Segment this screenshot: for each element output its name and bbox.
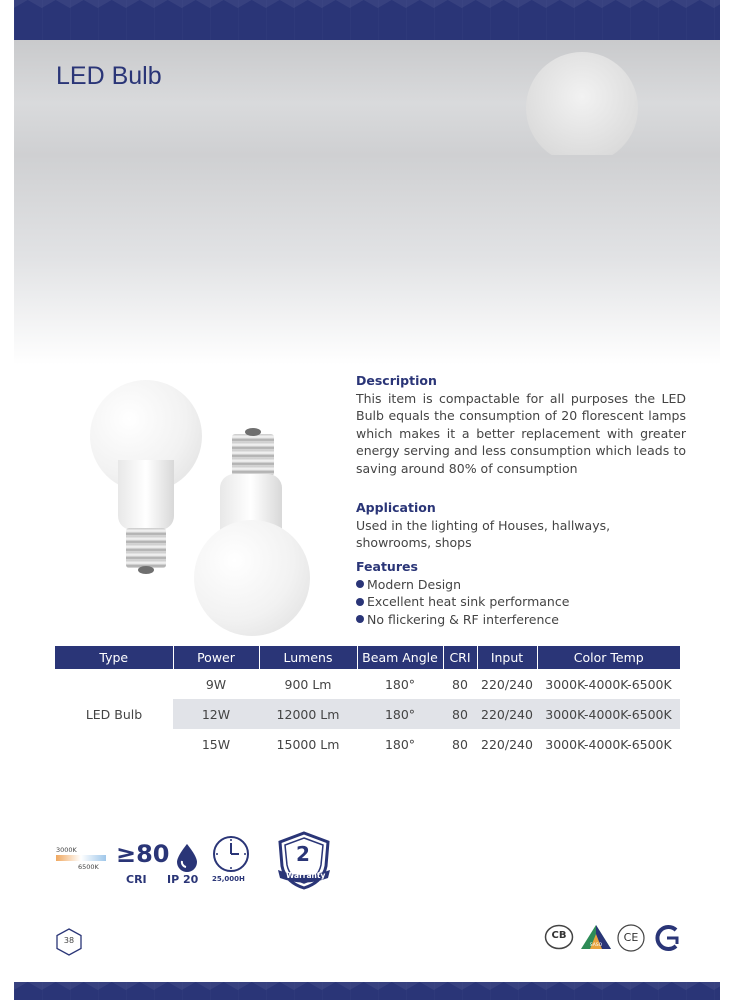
bulb-neck-back bbox=[118, 460, 174, 530]
table-cell: 180° bbox=[384, 676, 416, 692]
product-image bbox=[74, 370, 334, 640]
saso-cert-icon bbox=[580, 924, 612, 952]
page-number-badge bbox=[56, 928, 82, 956]
bullet-icon bbox=[356, 598, 364, 606]
application-text: Used in the lighting of Houses, hallways, showrooms, shops bbox=[356, 517, 611, 550]
page-title: LED Bulb bbox=[56, 62, 162, 90]
bulb-base-front bbox=[232, 434, 274, 476]
feature-item: Modern Design bbox=[356, 576, 686, 594]
ip-rating-label: IP 20 bbox=[167, 873, 199, 886]
features-list bbox=[356, 576, 686, 629]
table-cell: 9W bbox=[205, 676, 227, 692]
column-header: Power bbox=[173, 646, 259, 669]
column-header: CRI bbox=[443, 646, 477, 669]
conformity-mark-icon bbox=[652, 924, 682, 952]
bulb-base-back bbox=[126, 528, 166, 568]
cb-cert-icon bbox=[544, 924, 574, 950]
cb-cert-label: CB bbox=[551, 930, 567, 941]
column-header: Color Temp bbox=[537, 646, 680, 669]
warranty-badge bbox=[274, 830, 334, 890]
bulb-glass-front bbox=[194, 520, 310, 636]
saso-cert-label: SASO bbox=[589, 943, 603, 948]
bulb-tip-front bbox=[245, 428, 261, 436]
table-cell: 3000K-4000K-6500K bbox=[545, 736, 672, 752]
bullet-icon bbox=[356, 615, 364, 623]
table-cell: 12000 Lm bbox=[259, 699, 357, 729]
table-cell: 15W bbox=[201, 736, 231, 752]
table-cell: 220/240 bbox=[477, 699, 537, 729]
clock-icon bbox=[211, 834, 251, 874]
column-header: Type bbox=[55, 646, 173, 669]
features-section bbox=[356, 558, 686, 628]
feature-badges bbox=[54, 830, 354, 895]
description-heading: Description bbox=[356, 373, 437, 388]
column-header: Lumens bbox=[259, 646, 357, 669]
table-cell: 80 bbox=[452, 736, 468, 752]
header-fade bbox=[14, 155, 720, 365]
kelvin-gradient-bar bbox=[56, 855, 106, 861]
catalog-page bbox=[14, 0, 720, 1000]
application-section bbox=[356, 499, 686, 552]
bulb-tip-back bbox=[138, 566, 154, 574]
page-number: 38 bbox=[63, 936, 75, 945]
color-temp-icon bbox=[54, 846, 114, 872]
cri-value: ≥80 bbox=[116, 840, 170, 868]
ce-cert-icon bbox=[616, 924, 646, 952]
kelvin-low-label: 3000K bbox=[56, 846, 77, 854]
column-header: Beam Angle bbox=[357, 646, 443, 669]
application-heading: Application bbox=[356, 500, 436, 515]
table-cell: 220/240 bbox=[481, 736, 533, 752]
bullet-icon bbox=[356, 580, 364, 588]
lifetime-label: 25,000H bbox=[212, 875, 245, 883]
features-heading: Features bbox=[356, 559, 418, 574]
table-cell: 3000K-4000K-6500K bbox=[537, 699, 680, 729]
table-cell: 180° bbox=[384, 736, 416, 752]
cri-label: CRI bbox=[126, 873, 147, 886]
water-drop-icon bbox=[172, 842, 202, 872]
table-cell: 220/240 bbox=[481, 676, 533, 692]
table-cell: 180° bbox=[357, 699, 443, 729]
warranty-years: 2 bbox=[296, 842, 310, 866]
header-panel bbox=[14, 40, 720, 155]
type-cell: LED Bulb bbox=[55, 669, 173, 759]
description-section bbox=[356, 372, 686, 477]
description-text: This item is compactable for all purposes the LED Bulb equals the consumption of 20 florescent lamps which makes it a better replacement with greater energy serving and less consumption which leads to saving around 80% of consumption bbox=[356, 390, 686, 476]
certification-logos bbox=[544, 920, 716, 956]
table-cell: 12W bbox=[173, 699, 259, 729]
bottom-pattern-band bbox=[14, 982, 720, 1000]
table-cell: 15000 Lm bbox=[276, 736, 340, 752]
spec-table bbox=[55, 646, 680, 759]
column-header: Input bbox=[477, 646, 537, 669]
header-decoration-circle bbox=[526, 52, 638, 164]
table-cell: 80 bbox=[443, 699, 477, 729]
table-header-row bbox=[55, 646, 680, 669]
table-row bbox=[55, 669, 680, 699]
table-cell: 3000K-4000K-6500K bbox=[545, 676, 672, 692]
table-cell: 900 Lm bbox=[284, 676, 332, 692]
table-cell: 80 bbox=[452, 676, 468, 692]
feature-item: No flickering & RF interference bbox=[356, 611, 686, 629]
top-pattern-band bbox=[14, 0, 720, 40]
feature-item: Excellent heat sink performance bbox=[356, 593, 686, 611]
warranty-label: Warranty bbox=[286, 871, 326, 880]
ce-cert-label: CE bbox=[623, 931, 639, 944]
kelvin-high-label: 6500K bbox=[78, 863, 99, 871]
